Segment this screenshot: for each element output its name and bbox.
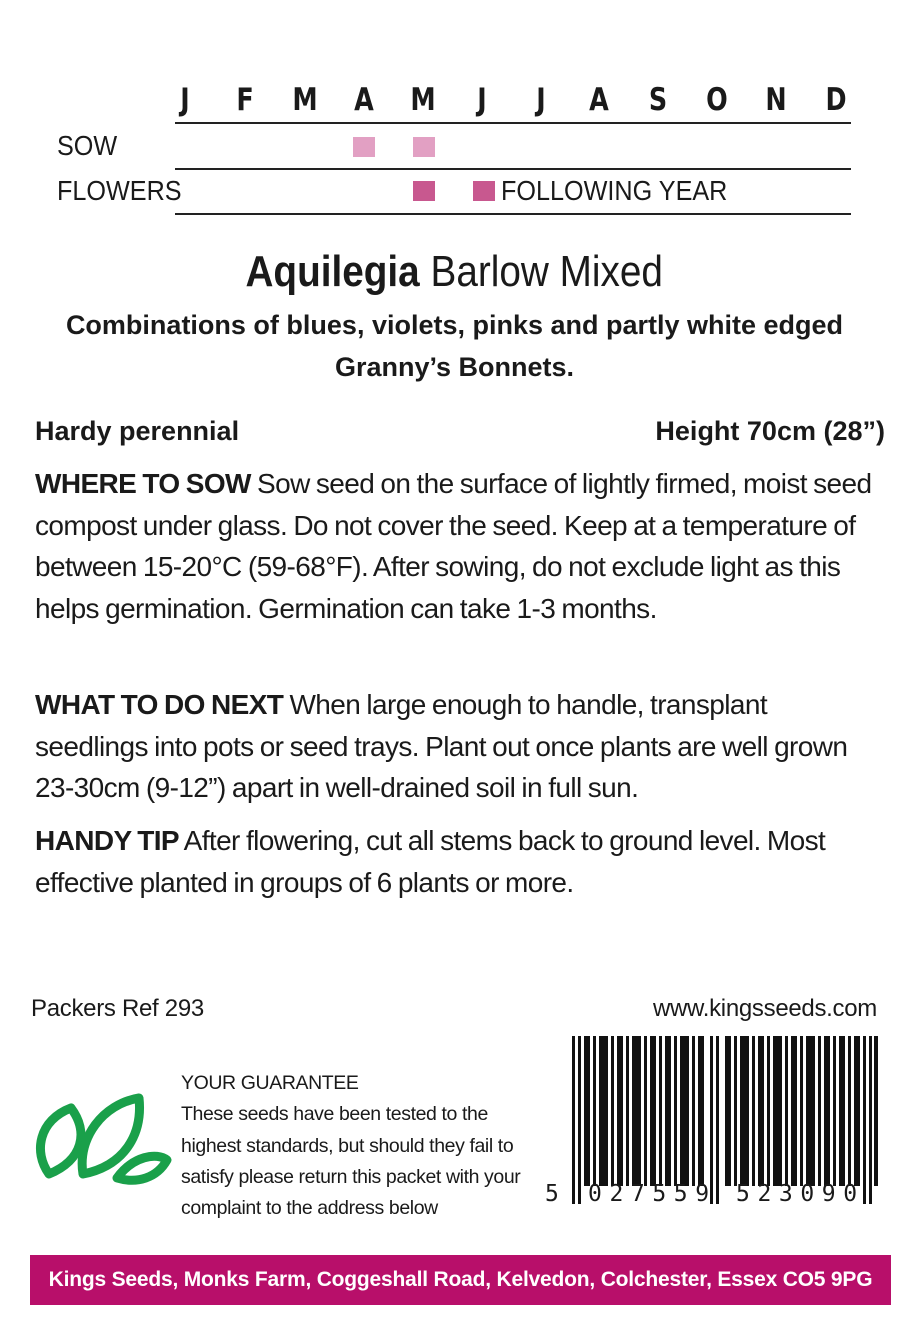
barcode-bar — [752, 1036, 755, 1186]
barcode-bar — [626, 1036, 629, 1186]
guarantee-block — [181, 1068, 551, 1224]
packers-ref: Packers Ref 293 — [31, 995, 204, 1022]
plant-type: Hardy perennial — [35, 416, 240, 446]
month-header-dec: D — [825, 82, 847, 118]
month-header-nov: N — [765, 82, 787, 118]
barcode-bar — [611, 1036, 614, 1186]
barcode-bar — [692, 1036, 695, 1186]
where-to-sow-paragraph — [35, 463, 880, 629]
barcode-bar — [818, 1036, 821, 1186]
month-header-sep: S — [648, 82, 668, 118]
leaf-logo-icon — [33, 1090, 173, 1190]
barcode — [572, 1036, 878, 1186]
following-year-note: FOLLOWING YEAR — [501, 175, 728, 206]
barcode-bar — [584, 1036, 590, 1186]
barcode-bar — [854, 1036, 860, 1186]
what-to-do-next-text: When large enough to handle, transplant seedlings into pots or seed trays. Plant out once plants are well grown 23-30cm (9-12”) apart in well-drained soil in full sun. — [35, 689, 848, 803]
calendar-rule-top — [175, 122, 851, 124]
flowers-marker-may — [413, 181, 435, 201]
handy-tip-heading: HANDY TIP — [35, 825, 179, 856]
barcode-bar — [758, 1036, 764, 1186]
barcode-bar — [593, 1036, 596, 1186]
product-description: Combinations of blues, violets, pinks and partly white edged Granny’s Bonnets. — [65, 310, 844, 382]
handy-tip-paragraph — [35, 820, 880, 903]
barcode-bar — [785, 1036, 788, 1186]
what-to-do-next-paragraph — [35, 684, 880, 809]
barcode-bar — [632, 1036, 641, 1186]
barcode-bar — [644, 1036, 647, 1186]
barcode-bar — [806, 1036, 815, 1186]
month-header-may: M — [410, 82, 436, 118]
barcode-bar — [698, 1036, 704, 1186]
barcode-first-digit: 5 — [545, 1181, 559, 1207]
barcode-bar — [599, 1036, 608, 1186]
barcode-bar — [824, 1036, 830, 1186]
handy-tip-text: After flowering, cut all stems back to ground level. Most effective planted in groups of 6 plants or more. — [35, 825, 826, 898]
month-header-oct: O — [706, 82, 728, 118]
barcode-bar — [710, 1036, 713, 1204]
address-footer — [30, 1255, 891, 1305]
barcode-bar — [800, 1036, 803, 1186]
month-header-aug: A — [589, 82, 609, 118]
barcode-bar — [734, 1036, 737, 1186]
barcode-right-digits: 523090 — [736, 1181, 865, 1207]
product-genus: Aquilegia — [245, 247, 421, 296]
month-header-feb: F — [236, 82, 254, 118]
barcode-bar — [674, 1036, 677, 1186]
barcode-bar — [848, 1036, 851, 1186]
barcode-bar — [791, 1036, 797, 1186]
calendar-rule-bottom — [175, 213, 851, 215]
barcode-bar — [863, 1036, 866, 1204]
barcode-bar — [725, 1036, 731, 1186]
sow-marker-may — [413, 137, 435, 157]
barcode-bar — [680, 1036, 689, 1186]
product-title — [0, 246, 909, 298]
barcode-bar — [659, 1036, 662, 1186]
sow-marker-apr — [353, 137, 375, 157]
barcode-bar — [833, 1036, 836, 1186]
barcode-bar — [869, 1036, 872, 1204]
product-variety: Barlow Mixed — [430, 247, 664, 296]
calendar-rule-middle — [175, 168, 851, 170]
flowers-marker-jun — [473, 181, 495, 201]
barcode-bar — [578, 1036, 581, 1204]
month-header-mar: M — [292, 82, 318, 118]
plant-height: Height 70cm (28”) — [655, 416, 885, 446]
month-header-jan: J — [180, 82, 190, 118]
barcode-bar — [740, 1036, 749, 1186]
barcode-bar — [716, 1036, 719, 1204]
barcode-bar — [773, 1036, 782, 1186]
month-header-jul: J — [536, 82, 546, 118]
flowers-row-label: FLOWERS — [57, 175, 182, 206]
barcode-left-digits: 027559 — [588, 1181, 717, 1207]
address-text: Kings Seeds, Monks Farm, Coggeshall Road, Kelvedon, Colchester, Essex CO5 9PG — [48, 1268, 873, 1291]
what-to-do-next-heading: WHAT TO DO NEXT — [35, 689, 284, 720]
barcode-bar — [839, 1036, 845, 1186]
month-header-apr: A — [354, 82, 374, 118]
website-link[interactable]: www.kingsseeds.com — [652, 995, 877, 1022]
barcode-bar — [650, 1036, 656, 1186]
barcode-bar — [874, 1036, 878, 1186]
barcode-bar — [572, 1036, 575, 1204]
barcode-bar — [767, 1036, 770, 1186]
barcode-bar — [665, 1036, 671, 1186]
guarantee-heading: YOUR GUARANTEE — [181, 1072, 359, 1094]
guarantee-text: These seeds have been tested to the highest standards, but should they fail to satisfy please return this packet with your complaint to the address below — [181, 1103, 521, 1220]
where-to-sow-text: Sow seed on the surface of lightly firmed, moist seed compost under glass. Do not cover the seed. Keep at a temperature of between 15-20°C (59-68°F). After sowing, do not exclude light as this helps germination. Germination can take 1-3 months. — [35, 468, 872, 624]
where-to-sow-heading: WHERE TO SOW — [35, 468, 251, 499]
sow-row-label: SOW — [57, 130, 118, 161]
month-header-jun: J — [477, 82, 487, 118]
barcode-bar — [617, 1036, 623, 1186]
